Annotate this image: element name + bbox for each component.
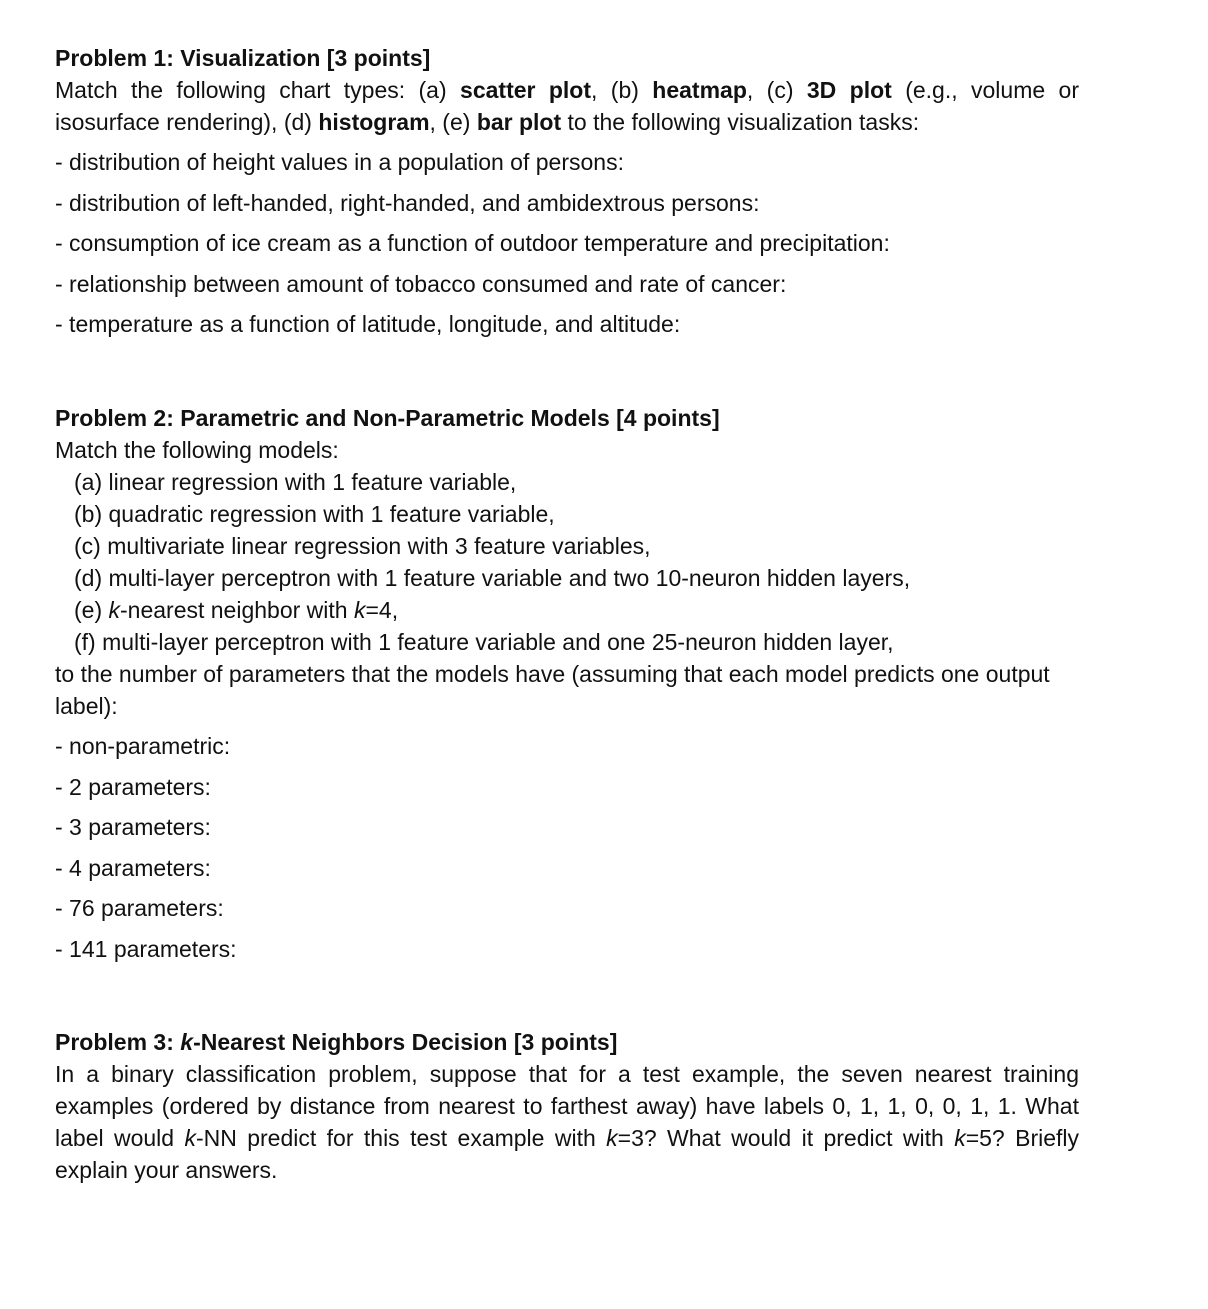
model-item-d: (d) multi-layer perceptron with 1 feature variable and two 10-neuron hidden layers,	[74, 565, 911, 591]
chart-type-scatter: scatter plot	[460, 77, 592, 103]
model-text: =4,	[365, 597, 399, 623]
intro-text: (e.g., volume or isosurface rendering), (d)	[55, 77, 1079, 135]
task-item: - relationship between amount of tobacco consumed and rate of cancer:	[55, 270, 787, 297]
problem-2-outro: to the number of parameters that the models have (assuming that each model predicts one output label):	[55, 661, 1050, 719]
model-item-a: (a) linear regression with 1 feature variable,	[74, 469, 517, 495]
k-symbol: k	[108, 597, 120, 623]
k-symbol: k	[606, 1125, 618, 1151]
body-text: -NN predict for this test example with	[195, 1125, 607, 1151]
k-symbol: k	[353, 597, 366, 623]
intro-text: Match the following chart types: (a)	[55, 77, 461, 103]
problem-2-intro: Match the following models:	[55, 437, 339, 463]
option-item: - 141 parameters:	[55, 935, 237, 962]
problem-1-intro	[55, 74, 1079, 138]
problem-3	[55, 1026, 1079, 1186]
k-symbol: k	[954, 1125, 966, 1151]
k-symbol: k	[180, 1029, 194, 1055]
intro-text: , (b)	[591, 77, 653, 103]
intro-text: to the following visualization tasks:	[561, 109, 920, 135]
problem-1	[55, 42, 1079, 345]
k-symbol: k	[184, 1125, 196, 1151]
model-text: -nearest neighbor with	[120, 597, 354, 623]
task-item: - temperature as a function of latitude, longitude, and altitude:	[55, 311, 681, 337]
task-item: - distribution of left-handed, right-handed, and ambidextrous persons:	[55, 189, 760, 216]
chart-type-histogram: histogram	[318, 109, 430, 135]
body-text: =3? What would it predict with	[617, 1125, 955, 1151]
body-text: =5? Briefly explain your answers.	[55, 1125, 1080, 1183]
title-text: Problem 3:	[55, 1029, 181, 1055]
intro-text: , (e)	[429, 109, 477, 135]
body-text: In a binary classification problem, suppose that for a test example, the seven nearest training examples (ordered by distance from nearest to farthest away) have labels 0, 1, 1, 0, 0, 1, 1. What label would	[55, 1061, 1079, 1151]
model-item-f: (f) multi-layer perceptron with 1 feature variable and one 25-neuron hidden layer,	[74, 629, 894, 655]
intro-text: , (c)	[746, 77, 807, 103]
title-text: -Nearest Neighbors Decision [3 points]	[193, 1029, 618, 1055]
task-item: - distribution of height values in a population of persons:	[55, 149, 624, 175]
problem-2	[55, 402, 1079, 969]
problem-2-title: Problem 2: Parametric and Non-Parametric Models [4 points]	[55, 405, 720, 431]
chart-type-heatmap: heatmap	[652, 77, 747, 103]
option-item: - 2 parameters:	[55, 773, 211, 800]
model-text: (e)	[74, 597, 109, 623]
option-item: - 4 parameters:	[55, 854, 211, 881]
problem-1-title: Problem 1: Visualization [3 points]	[55, 45, 431, 71]
task-item: - consumption of ice cream as a function of outdoor temperature and precipitation:	[55, 230, 890, 256]
problem-3-body	[55, 1058, 1079, 1186]
model-item-e	[55, 594, 1079, 626]
chart-type-bar: bar plot	[476, 109, 562, 135]
problem-3-title	[55, 1026, 1079, 1058]
chart-type-3d: 3D plot	[806, 77, 892, 103]
model-item-b: (b) quadratic regression with 1 feature variable,	[74, 501, 555, 527]
option-item: - 3 parameters:	[55, 814, 211, 840]
model-item-c: (c) multivariate linear regression with 3 feature variables,	[74, 533, 651, 559]
option-item: - 76 parameters:	[55, 895, 224, 921]
option-item: - non-parametric:	[55, 733, 231, 759]
